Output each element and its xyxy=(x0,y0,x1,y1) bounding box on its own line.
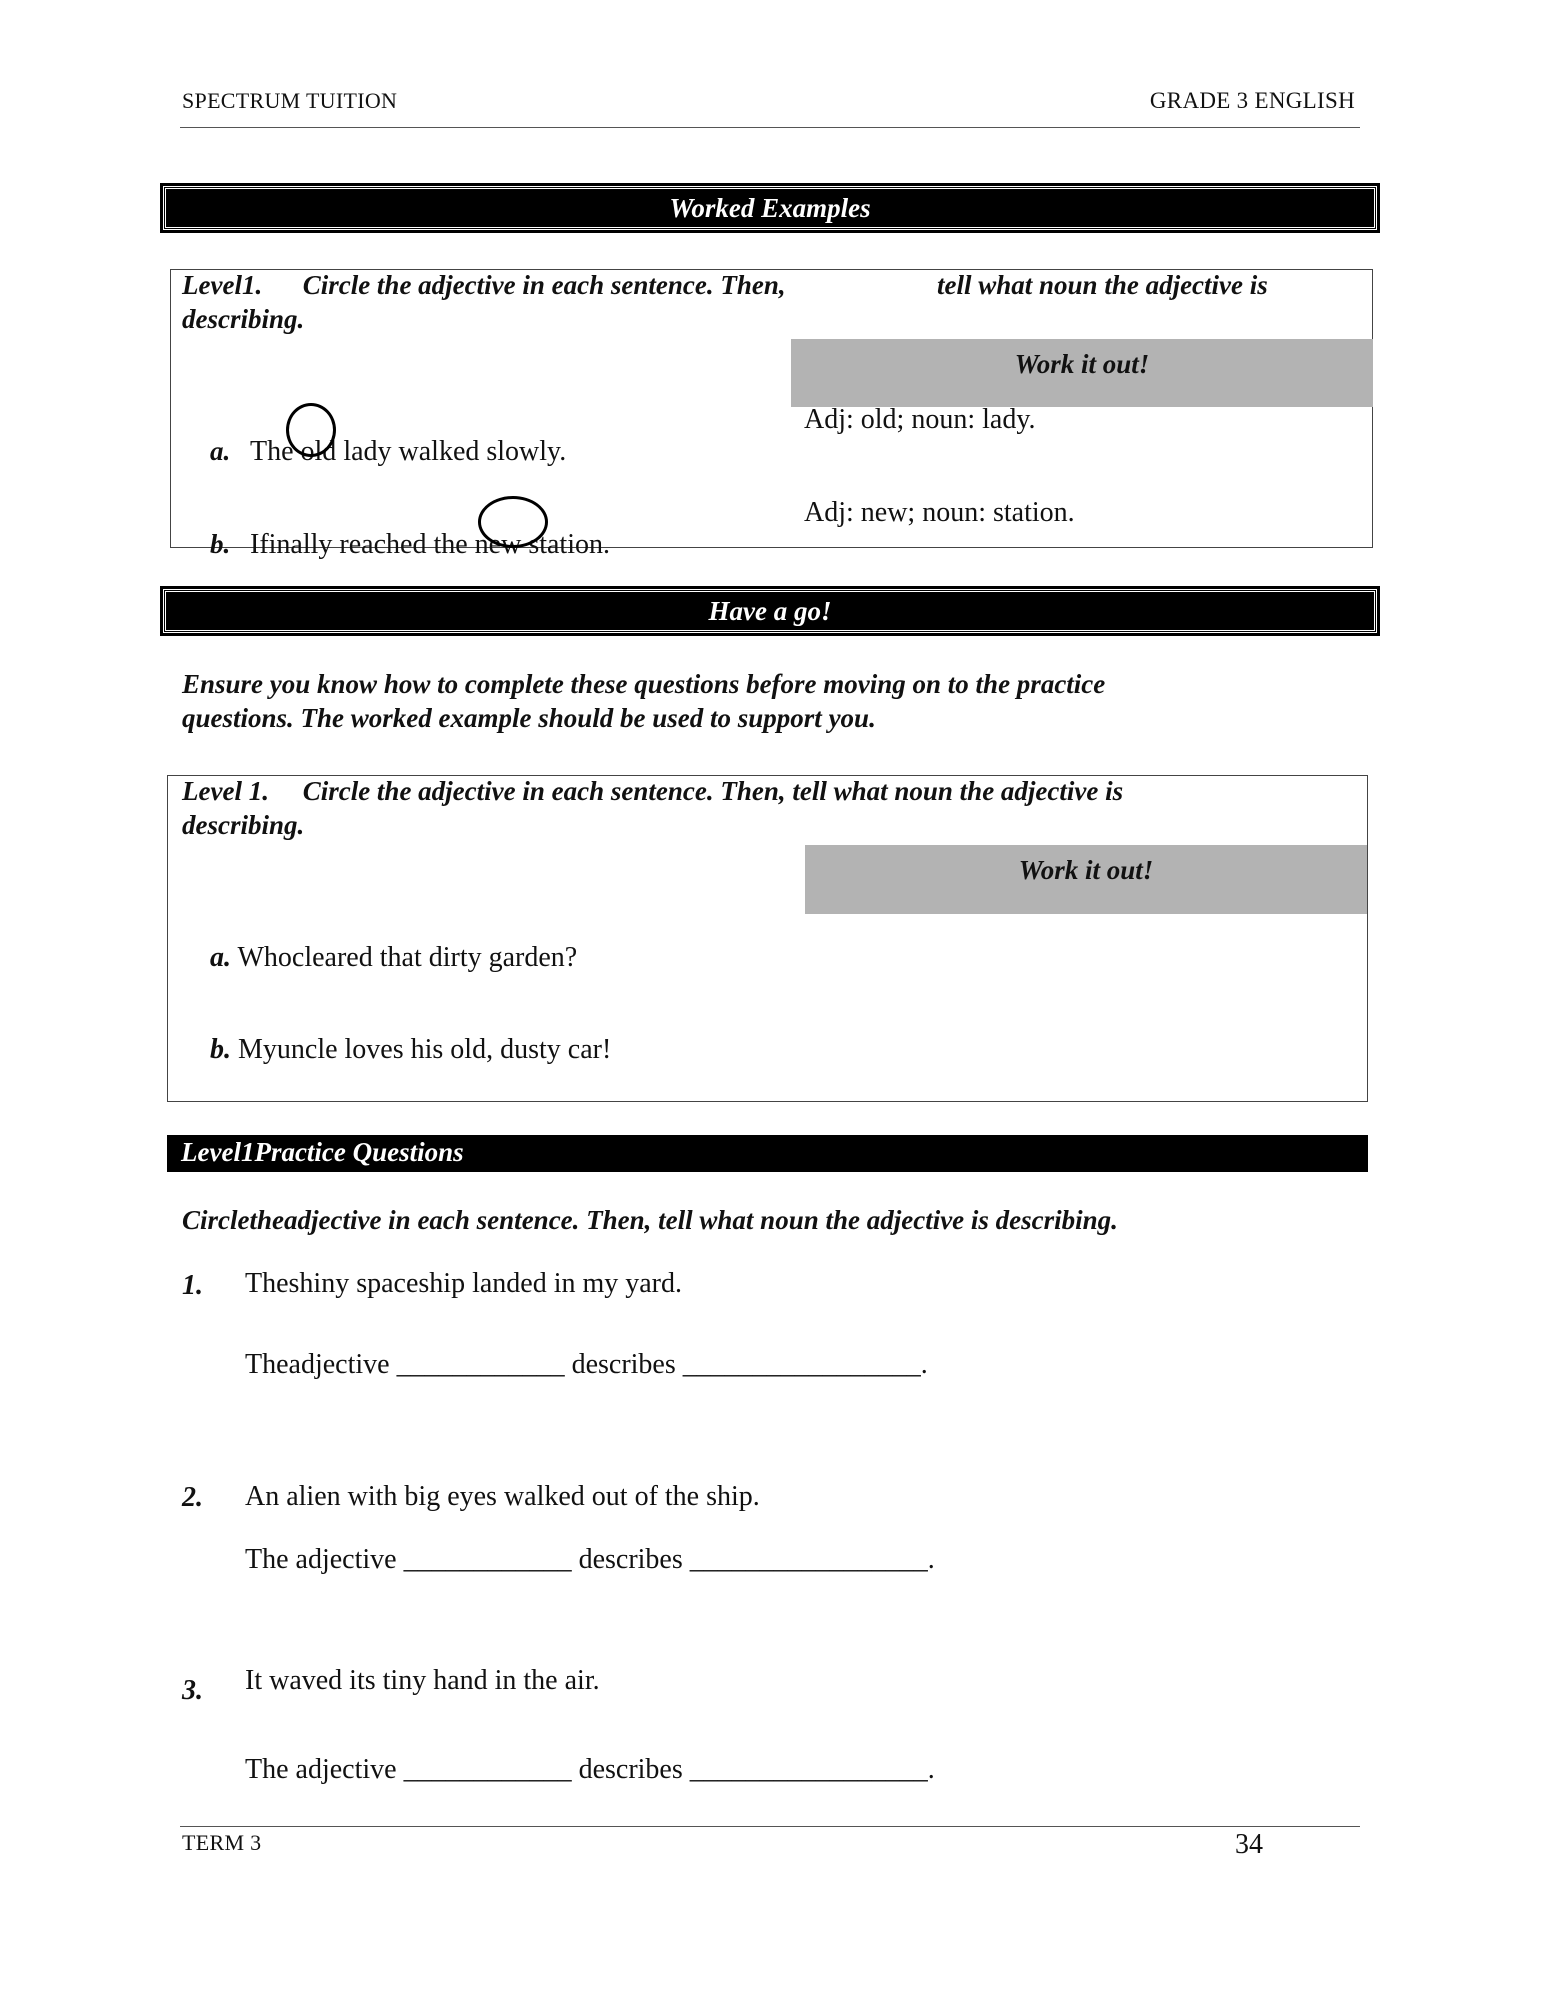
have-a-go-box xyxy=(167,775,1368,1102)
worked-answer-b: Adj: new; noun: station. xyxy=(804,497,1075,528)
have-a-go-banner: Have a go! xyxy=(163,589,1377,633)
have-a-go-work-it-out: Work it out! xyxy=(805,845,1367,914)
footer-term: TERM 3 xyxy=(182,1830,262,1855)
have-a-go-note-line2: questions. The worked example should be used to support you. xyxy=(182,703,876,733)
circle-mark xyxy=(286,403,336,457)
header-right: GRADE 3 ENGLISH xyxy=(1149,88,1355,113)
have-a-go-item-b: b. Myuncle loves his old, dusty car! xyxy=(210,1034,612,1065)
question-number: 2. xyxy=(182,1482,203,1513)
page-number: 34 xyxy=(1235,1829,1263,1860)
worked-examples-banner: Worked Examples xyxy=(163,186,1377,230)
have-a-go-note-line1: Ensure you know how to complete these questions before moving on to the practice xyxy=(182,669,1106,699)
practice-banner xyxy=(167,1135,1368,1172)
question-number: 1. xyxy=(182,1270,203,1301)
question-sentence: It waved its tiny hand in the air. xyxy=(245,1665,600,1696)
header-rule xyxy=(180,127,1360,128)
footer-rule xyxy=(180,1826,1360,1827)
circled-adjective: old xyxy=(300,436,337,467)
worked-work-it-out: Work it out! xyxy=(791,339,1373,407)
have-a-go-instruction: Level 1. Circle the adjective in each sentence. Then, tell what noun the adjective is xyxy=(182,776,1124,806)
worked-instruction-b: tell what noun the adjective is xyxy=(937,270,1268,300)
have-a-go-item-a: a. Whocleared that dirty garden? xyxy=(210,942,578,973)
header-left: SPECTRUM TUITION xyxy=(182,88,398,113)
practice-banner-title: Level1Practice Questions xyxy=(181,1137,464,1167)
worked-answer-a: Adj: old; noun: lady. xyxy=(804,404,1036,435)
practice-instruction: Circletheadjective in each sentence. Then, tell what noun the adjective is describing. xyxy=(182,1205,1118,1235)
worked-item-b: b. Ifinally reached the new station. xyxy=(210,529,610,560)
worked-instruction-a: Level1. Circle the adjective in each sentence. Then, xyxy=(182,270,786,300)
worked-item-a: a. The old lady walked slowly. xyxy=(210,436,567,467)
worked-instruction-line2: describing. xyxy=(182,304,305,334)
answer-line: Theadjective ____________ describes _________________. xyxy=(245,1349,928,1380)
answer-line: The adjective ____________ describes _________________. xyxy=(245,1754,935,1785)
question-sentence: Theshiny spaceship landed in my yard. xyxy=(245,1268,683,1299)
question-sentence: An alien with big eyes walked out of the ship. xyxy=(245,1481,760,1512)
have-a-go-instruction-line2: describing. xyxy=(182,810,305,840)
circle-mark xyxy=(478,496,548,548)
worked-example-box xyxy=(170,269,1373,560)
question-number: 3. xyxy=(182,1675,203,1706)
answer-line: The adjective ____________ describes _________________. xyxy=(245,1544,935,1575)
worked-item-label: b. xyxy=(210,529,231,559)
circled-adjective: new xyxy=(474,529,522,560)
worked-item-label: a. xyxy=(210,436,231,466)
